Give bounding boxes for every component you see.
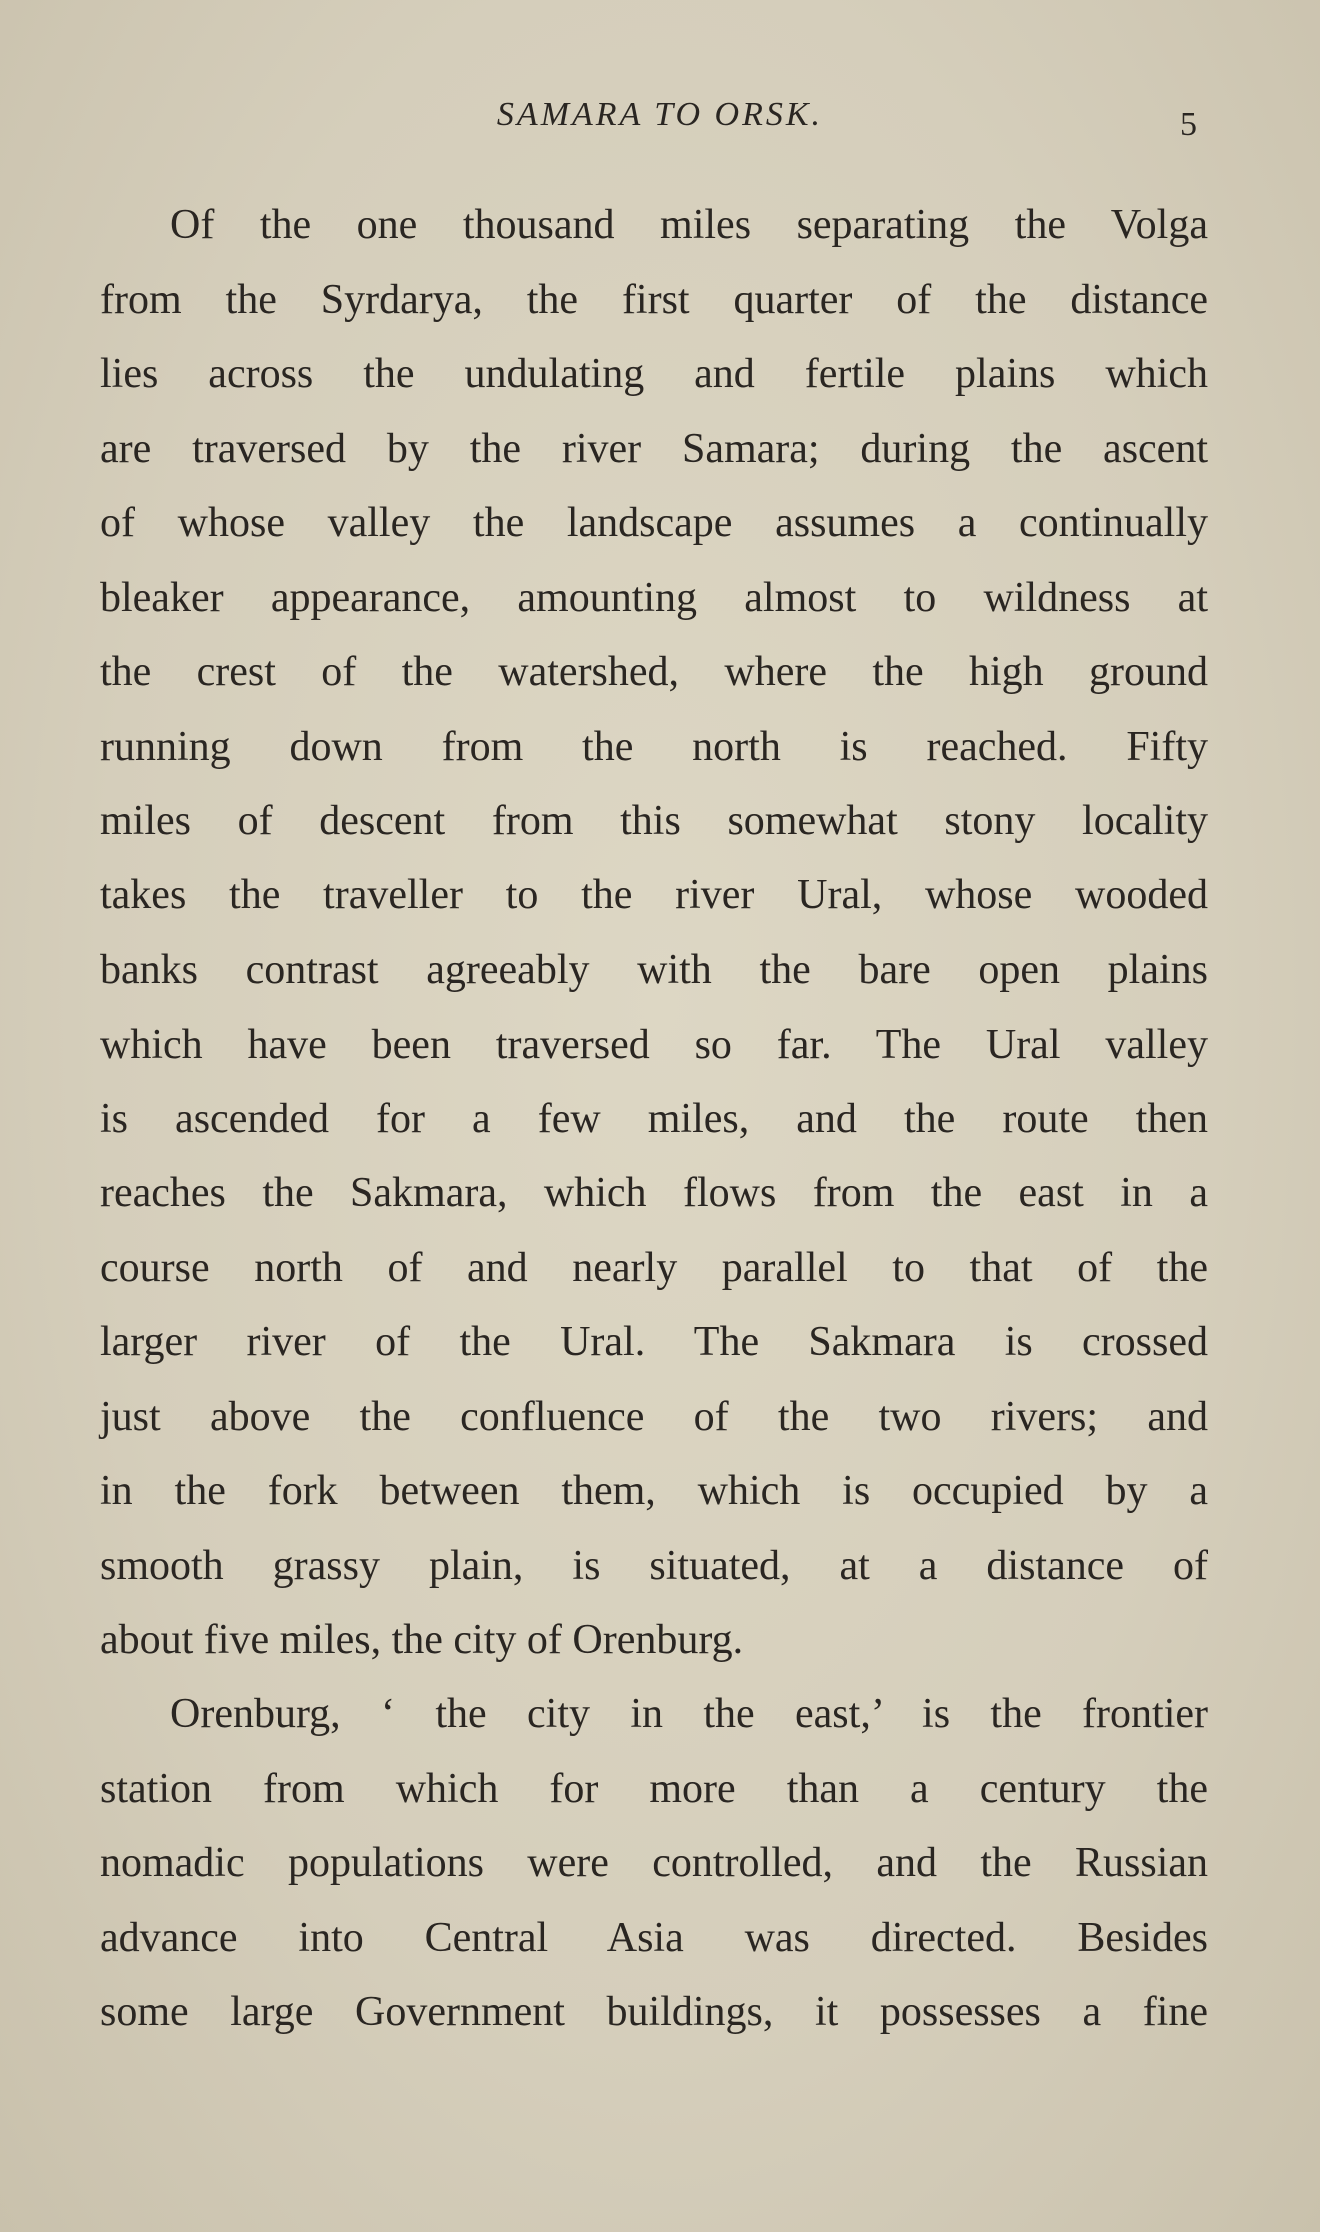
text-line: the crest of the watershed, where the high ground	[100, 649, 1208, 695]
text-line: in the fork between them, which is occupied by a	[100, 1468, 1208, 1514]
page-number: 5	[1180, 106, 1197, 143]
running-title: SAMARA TO ORSK.	[496, 96, 824, 133]
text-line: just above the confluence of the two rivers; and	[100, 1394, 1208, 1440]
text-line: course north of and nearly parallel to that of the	[100, 1245, 1208, 1291]
text-line: about five miles, the city of Orenburg.	[100, 1617, 744, 1663]
text-line: reaches the Sakmara, which flows from the east in a	[100, 1170, 1208, 1216]
text-line: nomadic populations were controlled, and the Russian	[100, 1840, 1208, 1886]
text-line: of whose valley the landscape assumes a continually	[100, 500, 1208, 546]
text-line: smooth grassy plain, is situated, at a distance of	[100, 1543, 1208, 1589]
text-line: bleaker appearance, amounting almost to wildness at	[100, 575, 1208, 621]
text-line: larger river of the Ural. The Sakmara is crossed	[100, 1319, 1208, 1365]
text-line: advance into Central Asia was directed. Besides	[100, 1915, 1208, 1961]
text-line: are traversed by the river Samara; during the ascent	[100, 426, 1208, 472]
text-line: banks contrast agreeably with the bare open plains	[100, 947, 1208, 993]
text-line: Of the one thousand miles separating the Volga	[170, 202, 1208, 248]
text-line: Orenburg, ‘ the city in the east,’ is the frontier	[170, 1691, 1208, 1737]
text-line: takes the traveller to the river Ural, whose wooded	[100, 872, 1208, 918]
text-line: some large Government buildings, it possesses a fine	[100, 1989, 1208, 2035]
text-line: which have been traversed so far. The Ural valley	[100, 1022, 1208, 1068]
text-line: running down from the north is reached. Fifty	[100, 724, 1208, 770]
text-line: lies across the undulating and fertile plains which	[100, 351, 1208, 397]
text-line: miles of descent from this somewhat stony locality	[100, 798, 1208, 844]
text-line: from the Syrdarya, the first quarter of the distance	[100, 277, 1208, 323]
text-line: is ascended for a few miles, and the route then	[100, 1096, 1208, 1142]
text-line: station from which for more than a century the	[100, 1766, 1208, 1812]
